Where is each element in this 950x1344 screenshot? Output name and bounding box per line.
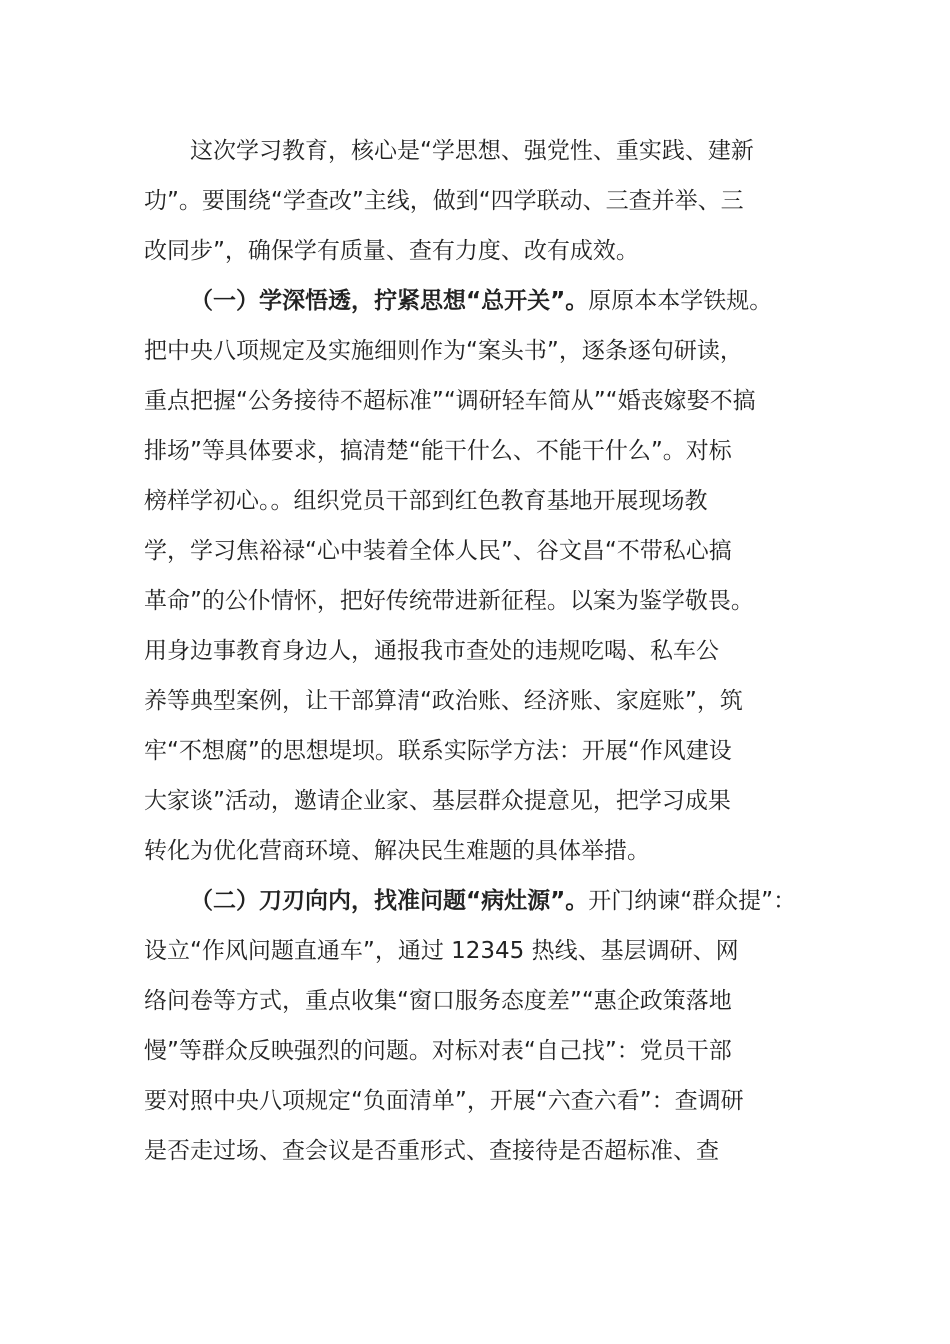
paragraph-line: 是否走过场、查会议是否重形式、查接待是否超标准、查 [144,1138,719,1164]
document-body [144,126,824,1176]
paragraph-intro [144,126,824,276]
paragraph-line: 革命”的公仆情怀，把好传统带进新征程。以案为鉴学敬畏。 [144,588,754,614]
paragraph-line: 把中央八项规定及实施细则作为“案头书”，逐条逐句研读， [144,338,743,364]
paragraph-line: 改同步”，确保学有质量、查有力度、改有成效。 [144,238,639,264]
paragraph-line: 排场”等具体要求，搞清楚“能干什么、不能干什么”。对标 [144,438,732,464]
paragraph-line: 用身边事教育身边人，通报我市查处的违规吃喝、私车公 [144,638,719,664]
paragraph-line: 重点把握“公务接待不超标准”“调研轻车简从”“婚丧嫁娶不搞 [144,388,756,414]
paragraph-line: 榜样学初心。。组织党员干部到红色教育基地开展现场教 [144,488,708,514]
paragraph-first-line [144,276,824,326]
paragraph-line: 转化为优化营商环境、解决民生难题的具体举措。 [144,838,650,864]
paragraph-line: 络问卷等方式，重点收集“窗口服务态度差”“惠企政策落地 [144,988,732,1014]
paragraph-line: 养等典型案例，让干部算清“政治账、经济账、家庭账”，筑 [144,688,743,714]
paragraph-line: 要对照中央八项规定“负面清单”，开展“六查六看”：查调研 [144,1088,744,1114]
paragraph-section-two [144,876,824,1176]
paragraph-line: 设立“作风问题直通车”，通过 12345 热线、基层调研、网 [144,938,739,964]
paragraph-line: 功”。要围绕“学查改”主线，做到“四学联动、三查并举、三 [144,188,744,214]
paragraph-text: 原原本本学铁规。 [588,288,773,314]
section-heading: （一）学深悟透，拧紧思想“总开关”。 [190,288,589,314]
paragraph-line: 大家谈”活动，邀请企业家、基层群众提意见，把学习成果 [144,788,731,814]
paragraph-first-line [144,876,824,926]
paragraph-text: 开门纳谏“群众提”： [588,888,797,914]
paragraph-line: 慢”等群众反映强烈的问题。对标对表“自己找”：党员干部 [144,1038,732,1064]
paragraph-line: 学，学习焦裕禄“心中装着全体人民”、谷文昌“不带私心搞 [144,538,732,564]
paragraph-line: 这次学习教育，核心是“学思想、强党性、重实践、建新 [190,138,754,164]
section-heading: （二）刀刃向内，找准问题“病灶源”。 [190,888,589,914]
paragraph-line: 牢“不想腐”的思想堤坝。联系实际学方法：开展“作风建设 [144,738,732,764]
paragraph-section-one [144,276,824,876]
